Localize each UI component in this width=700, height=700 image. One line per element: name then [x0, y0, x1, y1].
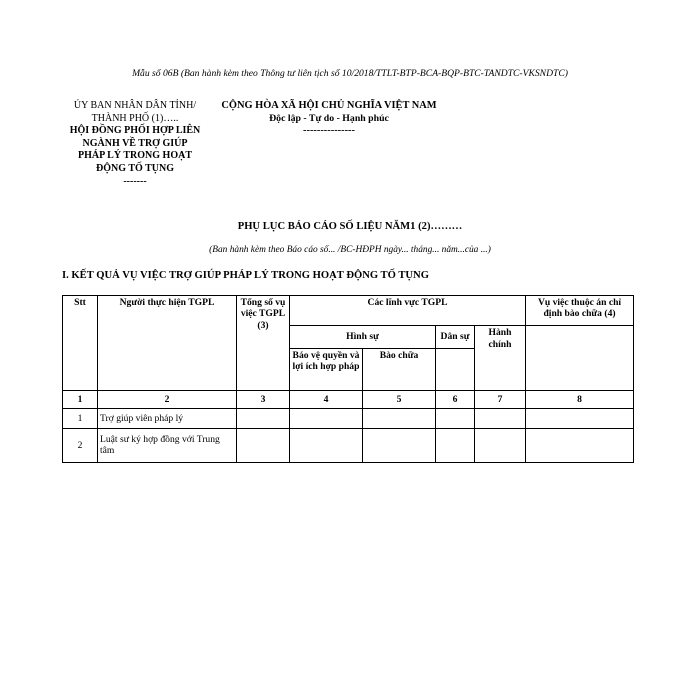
- report-title: PHỤ LỤC BÁO CÁO SỐ LIỆU NĂM1 (2)………: [237, 221, 463, 232]
- header-total-cases: Tổng số vụ việc TGPL (3): [237, 296, 290, 391]
- agency-line-2: THÀNH PHỐ (1)…..: [91, 112, 179, 124]
- header-civil-blank: [436, 348, 475, 391]
- header-appointed-defense: Vụ việc thuộc án chỉ định bào chữa (4): [526, 296, 634, 326]
- cell: [436, 428, 475, 462]
- council-line-3: PHÁP LÝ TRONG HOẠT: [78, 150, 192, 162]
- row-label: Trợ giúp viên pháp lý: [98, 409, 237, 428]
- table-row: [63, 428, 634, 462]
- column-number: 4: [290, 391, 363, 409]
- cell: [363, 409, 436, 428]
- row-stt: 2: [63, 428, 98, 462]
- council-line-1: HỘI ĐỒNG PHỐI HỢP LIÊN: [69, 125, 201, 137]
- form-note: Mẫu số 06B (Ban hành kèm theo Thông tư liên tịch số 10/2018/TTLT-BTP-BCA-BQP-BTC-TANDTC-VKSNDTC): [132, 68, 568, 79]
- header-rights-protection: Báo vệ quyền và lợi ích hợp pháp: [290, 348, 363, 391]
- column-number: 7: [475, 391, 526, 409]
- cell: [526, 428, 634, 462]
- council-line-2: NGÀNH VỀ TRỢ GIÚP: [82, 137, 188, 149]
- row-stt: 1: [63, 409, 98, 428]
- header-legal-aid-fields: Các lĩnh vực TGPL: [290, 296, 526, 326]
- council-line-4: ĐỘNG TỐ TỤNG: [96, 162, 174, 174]
- column-number: 6: [436, 391, 475, 409]
- cell: [475, 409, 526, 428]
- column-number: 3: [237, 391, 290, 409]
- cell: [436, 409, 475, 428]
- header-civil: Dân sự: [436, 326, 475, 348]
- nation-name: CỘNG HÒA XÃ HỘI CHỦ NGHĨA VIỆT NAM: [221, 100, 437, 111]
- cell: [237, 428, 290, 462]
- column-number: 5: [363, 391, 436, 409]
- header-defense: Bào chữa: [363, 348, 436, 391]
- cell: [475, 428, 526, 462]
- column-number-row: [63, 391, 634, 409]
- column-number: 8: [526, 391, 634, 409]
- agency-line-1: ỦY BAN NHÂN DÂN TỈNH/: [73, 100, 197, 111]
- report-subtitle: (Ban hành kèm theo Báo cáo số... /BC-HĐPH ngày... tháng... năm...của ...): [209, 245, 491, 255]
- cell: [290, 428, 363, 462]
- header-provider: Người thực hiện TGPL: [98, 296, 237, 391]
- cell: [526, 409, 634, 428]
- cell: [363, 428, 436, 462]
- report-table: [62, 295, 634, 463]
- cell: [237, 409, 290, 428]
- national-header: [214, 100, 444, 138]
- issuing-agency-header: [60, 100, 210, 188]
- cell: [290, 409, 363, 428]
- column-number: 1: [63, 391, 98, 409]
- section-heading: I. KẾT QUẢ VỤ VIỆC TRỢ GIÚP PHÁP LÝ TRONG HOẠT ĐỘNG TỐ TỤNG: [62, 270, 429, 281]
- right-divider: ---------------: [303, 125, 355, 137]
- national-motto: Độc lập - Tự do - Hạnh phúc: [269, 112, 389, 124]
- header-appointed-blank: [526, 326, 634, 391]
- column-number: 2: [98, 391, 237, 409]
- table-row: [63, 409, 634, 428]
- header-criminal: Hình sự: [290, 326, 436, 348]
- header-administrative: Hành chính: [475, 326, 526, 391]
- header-stt: Stt: [63, 296, 98, 391]
- row-label: Luật sư ký hợp đồng với Trung tâm: [98, 428, 237, 462]
- left-divider: -------: [123, 175, 147, 187]
